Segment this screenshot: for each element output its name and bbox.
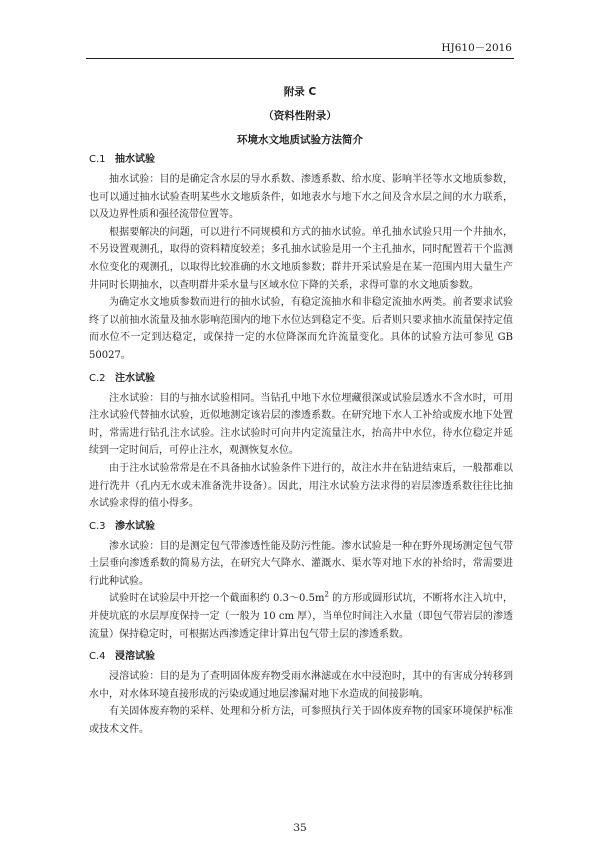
paragraph: 由于注水试验常常是在不具备抽水试验条件下进行的，故注水井在钻进结束后，一般都难以进行洗井（孔内无水或未准备洗井设备）。因此，用注水试验方法求得的岩层渗透系数往往比抽水试验求得的值小得多。 — [89, 462, 513, 510]
paragraph: 试验时在试验层中开挖一个截面积约 $0.3\sim 0.5m^2$ 的方形或圆形试坑，不断将水注入坑中，并使坑底的水层厚度保持一定（一般为 10 cm 厚），当单位时间注入水量（即包气带岩层的渗透流量）保持稳定时，可根据达西渗透定律计算出包气带土层的渗透系数。 — [89, 591, 513, 640]
appendix-subtitle: （资料性附录） — [263, 110, 337, 122]
section-number: C.1 — [89, 154, 106, 165]
section-title: 渗水试验 — [115, 520, 155, 532]
section-number: C.2 — [89, 372, 106, 384]
paragraph: 抽水试验：目的是确定含水层的导水系数、渗透系数、给水度、影响半径等水文地质参数，也可以通过抽水试验查明某些水文地质条件，如地表水与地下水之间及含水层之间的水力联系，以及边界性质和强径流带位置等。 — [89, 174, 513, 221]
superscript: 2 — [324, 591, 329, 600]
header-rule — [86, 58, 514, 59]
section-title: 抽水试验 — [115, 154, 155, 165]
paragraph: 浸溶试验：目的是为了查明固体废弃物受雨水淋滤或在水中浸泡时，其中的有害成分转移到水中，对水体环境直接形成的污染或通过地层渗漏对地下水造成的间接影响。 — [89, 671, 513, 700]
section-number: C.4 — [89, 651, 106, 663]
section-number: C.3 — [89, 520, 106, 532]
section-title: 浸溶试验 — [115, 651, 155, 663]
standard-code: HJ610－2016 — [441, 42, 512, 54]
appendix-title: 附录 C — [283, 86, 317, 98]
body-text — [89, 152, 513, 739]
section-heading-c4 — [89, 649, 513, 665]
section-heading-c1 — [89, 152, 513, 168]
paragraph: 渗水试验：目的是测定包气带渗透性能及防污性能。渗水试验是一种在野外现场测定包气带土层垂向渗透系数的简易方法，在研究大气降水、灌溉水、渠水等对地下水的补给时，常需要进行此种试验。 — [89, 540, 513, 587]
paragraph: 有关固体废弃物的采样、处理和分析方法，可参照执行关于固体废弃物的国家环境保护标准或技术文件。 — [89, 706, 513, 736]
page-number: 35 — [293, 822, 307, 834]
section-heading-c2 — [89, 371, 513, 387]
paragraph: 注水试验：目的与抽水试验相同。当钻孔中地下水位埋藏很深或试验层透水不含水时，可用注水试验代替抽水试验，近似地测定该岩层的渗透系数。在研究地下水人工补给或废水地下处置时，常需进行钻孔注水试验。注水试验时可向井内定流量注水，抬高井中水位，待水位稳定并延续到一定时间后，可停止注水，观测恢复水位。 — [89, 392, 513, 457]
appendix-heading: 环境水文地质试验方法简介 — [237, 134, 363, 146]
paragraph: 根据要解决的问题，可以进行不同规模和方式的抽水试验。单孔抽水试验只用一个井抽水，不另设置观测孔，取得的资料精度较差；多孔抽水试验是用一个主孔抽水，同时配置若干个监测水位变化的观测孔，以取得比较准确的水文地质参数；群井开采试验是在某一范围内用大量生产井同时长期抽水，以查明群井采水量与区域水位下降的关系，求得可靠的水文地质参数。 — [89, 226, 513, 291]
paragraph: 为确定水文地质参数而进行的抽水试验，有稳定流抽水和非稳定流抽水两类。前者要求试验终了以前抽水流量及抽水影响范围内的地下水位达到稳定不变。后者则只要求抽水流量保持定值而水位不一定到达稳定，或保持一定的水位降深而允许流量变化。具体的试验方法可参见 GB 50027。 — [89, 297, 513, 361]
section-heading-c3 — [89, 519, 513, 535]
section-title: 注水试验 — [115, 372, 155, 384]
